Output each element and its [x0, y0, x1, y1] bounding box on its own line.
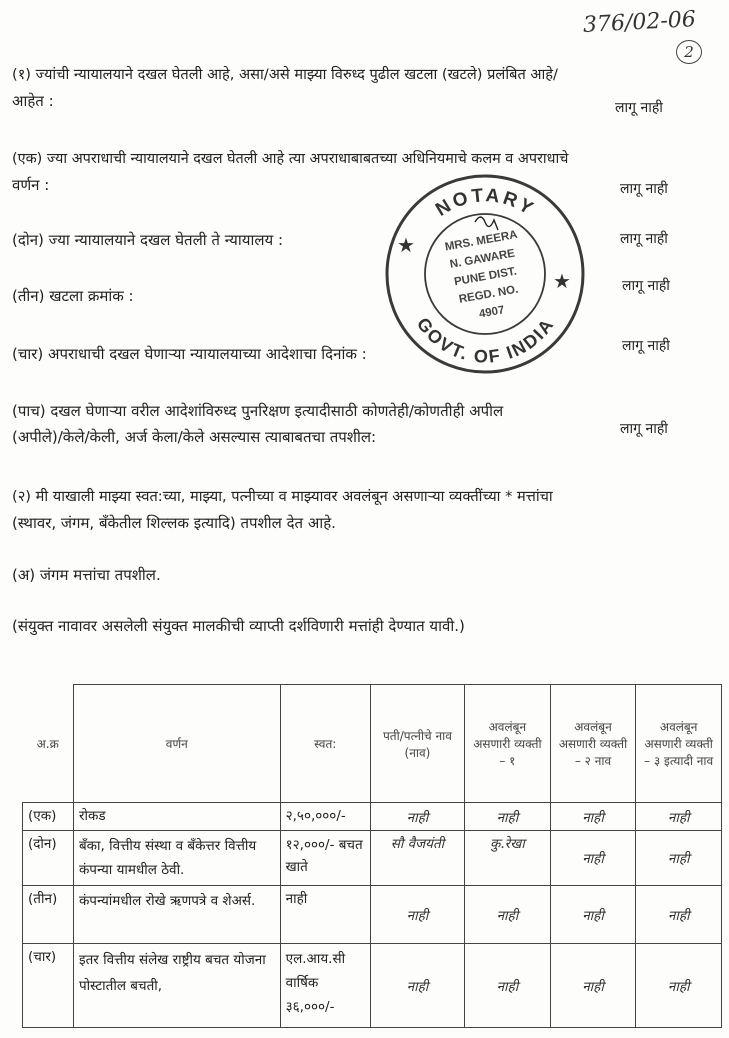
cell-dependent-1: नाही [465, 944, 551, 1028]
cell-dependent-2: नाही [550, 886, 636, 944]
para1-line2: आहेत : [12, 92, 54, 110]
cell-dependent-3: नाही [636, 803, 722, 831]
cell-spouse: नाही [370, 886, 464, 944]
item-ek-line2: वर्णन : [12, 176, 50, 194]
cell-dependent-2: नाही [550, 803, 636, 831]
item-teen: (तीन) खटला क्रमांक : [12, 287, 134, 305]
item-char: (चार) अपराधाची दखल घेणाऱ्या न्यायालयाच्या आदेशाचा दिनांक : [12, 345, 367, 363]
star-icon-left: ★ [397, 233, 415, 257]
cell-spouse: नाही [370, 944, 464, 1028]
header-self: स्वत: [280, 685, 370, 803]
movable-assets-table [22, 684, 722, 1028]
cell-spouse: सौ वैजयंती [370, 831, 464, 886]
item-pach-line2: (अपीले)/केले/केली, अर्ज केला/केले असल्यास त्याबाबतचा तपशील: [12, 428, 377, 446]
notary-signature [475, 217, 498, 230]
item-don: (दोन) ज्या न्यायालयाने दखल घेतली ते न्यायालय : [12, 231, 284, 249]
cell-dependent-2: नाही [550, 831, 636, 886]
stamp-line-3: PUNE DIST. [453, 265, 518, 289]
cell-dependent-3: नाही [636, 886, 722, 944]
cell-dependent-1: नाही [465, 886, 551, 944]
stamp-line-5: 4907 [478, 304, 506, 321]
joint-ownership-note: (संयुक्त नावावर असलेली संयुक्त मालकीची व्याप्ती दर्शविणारी मत्तांही देण्यात यावी.) [12, 617, 465, 635]
cell-serial: (तीन) [23, 886, 74, 944]
answer-item-pach: लागू नाही [620, 421, 668, 437]
cell-dependent-3: नाही [636, 831, 722, 886]
table-row [23, 831, 722, 886]
answer-para1: लागू नाही [615, 100, 663, 116]
stamp-line-1: MRS. MEERA [444, 228, 519, 254]
cell-self: २,५०,०००/- [280, 803, 370, 831]
table-row [23, 944, 722, 1028]
cell-serial: (एक) [23, 803, 74, 831]
header-dependent-3: अवलंबून असणारी व्यक्ती – ३ इत्यादी नाव [636, 685, 722, 803]
cell-self: १२,०००/- बचत खाते [280, 831, 370, 886]
header-spouse: पती/पत्नीचे नाव (नाव) [370, 685, 464, 803]
handwritten-reference: 376/02-06 [582, 7, 697, 38]
table-row [23, 886, 722, 944]
cell-dependent-1: नाही [465, 803, 551, 831]
cell-description: इतर वित्तीय संलेख राष्ट्रीय बचत योजना पोस्टातील बचती, [73, 944, 280, 1028]
para2-line2: (स्थावर, जंगम, बँकेतील शिल्लक इत्यादि) तपशील देत आहे. [12, 514, 336, 532]
answer-item-ek: लागू नाही [620, 181, 668, 197]
item-ek-line1: (एक) ज्या अपराधाची न्यायालयाने दखल घेतली आहे त्या अपराधाबाबतच्या अधिनियमाचे कलम व अपराधाचे [12, 151, 569, 167]
header-serial: अ.क्र [23, 685, 74, 803]
page-number-circle: 2 [676, 40, 702, 64]
cell-dependent-1: कु.रेखा [465, 831, 551, 886]
cell-dependent-2: नाही [550, 944, 636, 1028]
answer-item-char: लागू नाही [622, 338, 670, 354]
stamp-line-2: N. GAWARE [448, 247, 516, 271]
section-a-heading: (अ) जंगम मत्तांचा तपशील. [12, 566, 161, 584]
star-icon-right: ★ [553, 269, 571, 293]
header-description: वर्णन [73, 685, 280, 803]
cell-serial: (दोन) [23, 831, 74, 886]
stamp-bottom-text: GOVT. OF INDIA [412, 313, 559, 367]
answer-item-don: लागू नाही [620, 231, 668, 247]
para1-line1: (१) ज्यांची न्यायालयाने दखल घेतली आहे, असा/असे माझ्या विरुध्द पुढील खटला (खटले) प्रलंबित आहे/ [12, 66, 558, 83]
cell-self: नाही [280, 886, 370, 944]
notary-stamp [383, 172, 588, 377]
cell-self: एल.आय.सी वार्षिक ३६,०००/- [280, 944, 370, 1028]
cell-description: रोकड [73, 803, 280, 831]
cell-dependent-3: नाही [636, 944, 722, 1028]
stamp-line-4: REGD. NO. [458, 283, 520, 306]
stamp-top-text: NOTARY [432, 185, 539, 221]
table-row [23, 803, 722, 831]
cell-description: बँका, वित्तीय संस्था व बँकेत्तर वित्तीय कंपन्या यामधील ठेवी. [73, 831, 280, 886]
cell-serial: (चार) [23, 944, 74, 1028]
item-pach-line1: (पाच) दखल घेणाऱ्या वरील आदेशांविरुध्द पुनरिक्षण इत्यादीसाठी कोणतेही/कोणतीही अपील [12, 402, 504, 420]
para2-line1: (२) मी याखाली माझ्या स्वत:च्या, माझ्या, पत्नीच्या व माझ्यावर अवलंबून असणाऱ्या व्यक्तींच्या * मत्तांचा [12, 488, 553, 505]
header-dependent-2: अवलंबून असणारी व्यक्ती – २ नाव [550, 685, 636, 803]
header-dependent-1: अवलंबून असणारी व्यक्ती – १ [465, 685, 551, 803]
cell-description: कंपन्यांमधील रोखे ऋणपत्रे व शेअर्स. [73, 886, 280, 944]
answer-item-teen: लागू नाही [622, 278, 670, 294]
cell-spouse: नाही [370, 803, 464, 831]
